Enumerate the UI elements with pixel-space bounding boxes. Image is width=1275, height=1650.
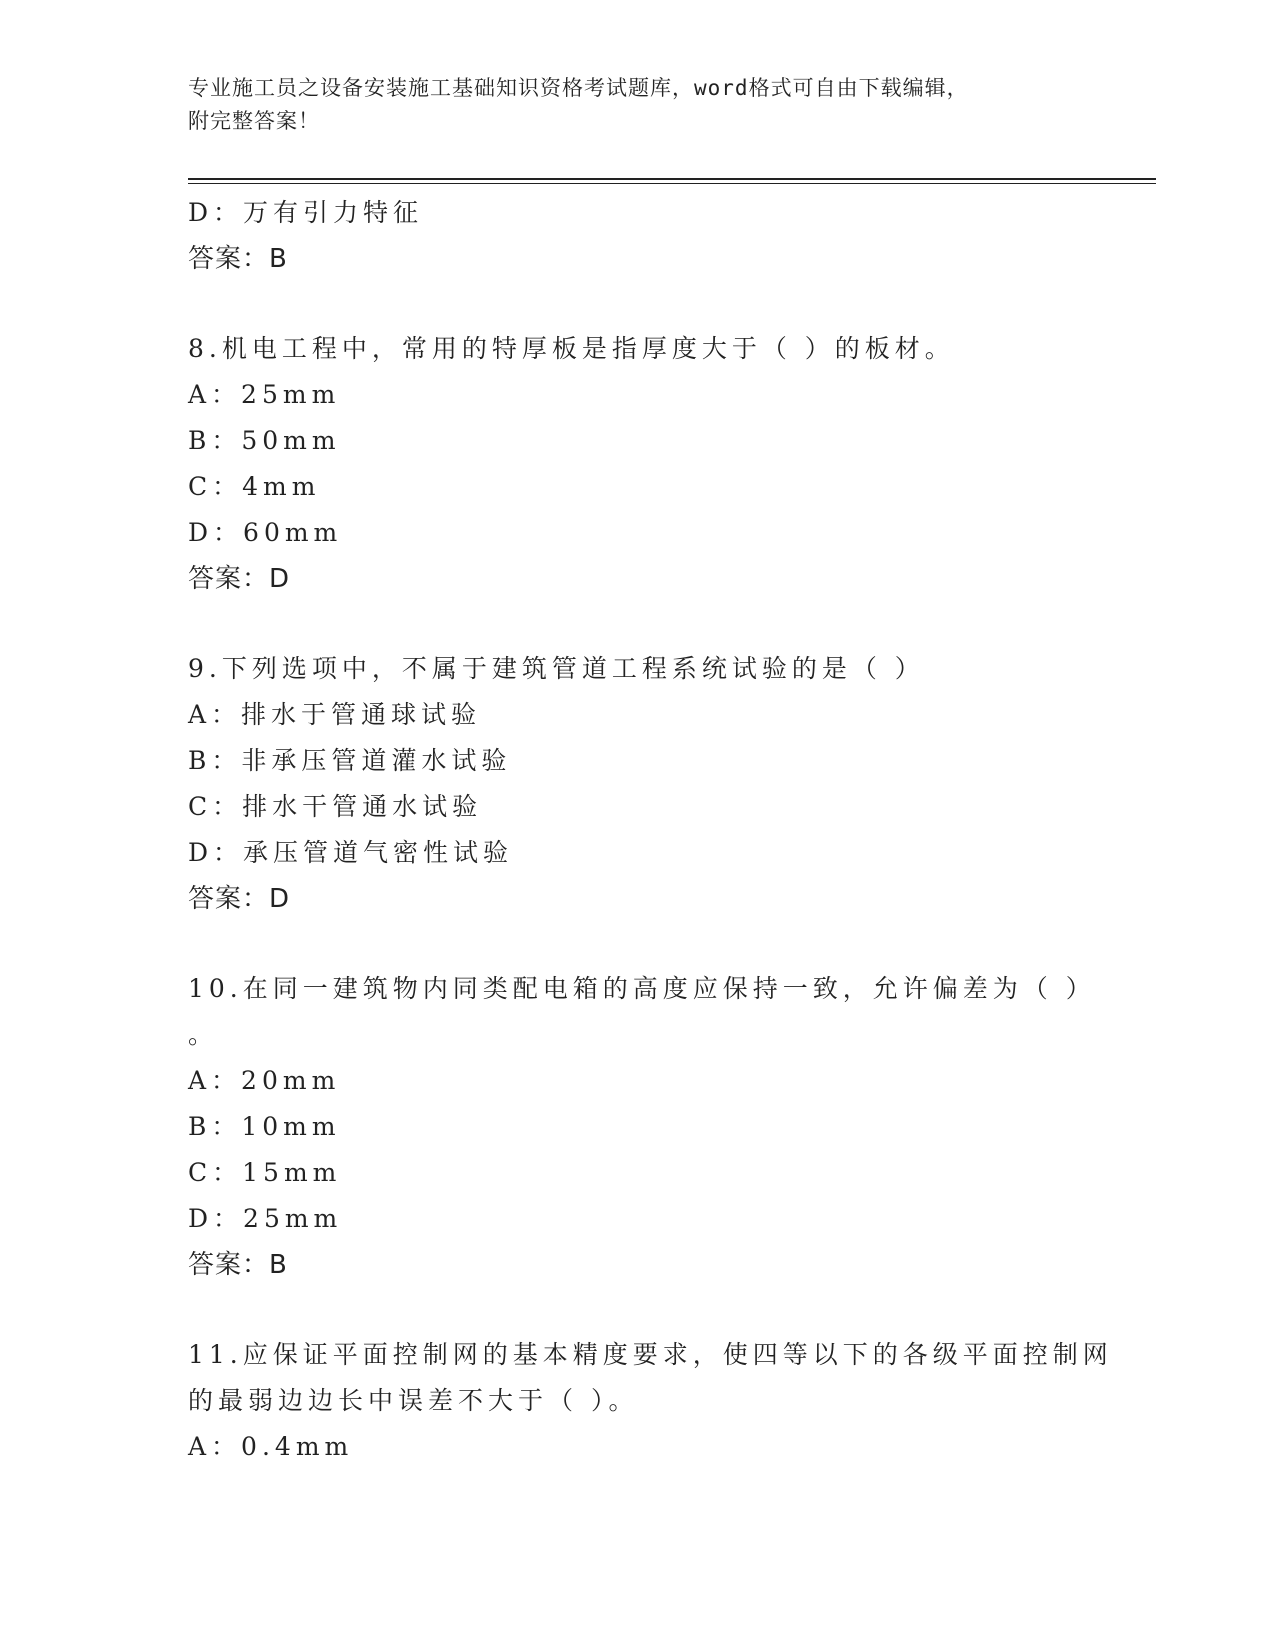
header-divider-thin bbox=[188, 183, 1156, 184]
question-stem-continued: 。 bbox=[188, 1020, 219, 1049]
answer: 答案：B bbox=[188, 1250, 288, 1280]
question-block-9 bbox=[188, 646, 1088, 922]
spacer bbox=[188, 602, 1088, 646]
question-stem: 10.在同一建筑物内同类配电箱的高度应保持一致，允许偏差为（ ） bbox=[188, 974, 1096, 1003]
answer: 答案：D bbox=[188, 884, 291, 914]
prev-answer: 答案：B bbox=[188, 244, 288, 274]
spacer bbox=[188, 282, 1088, 326]
header-divider-thick bbox=[188, 178, 1156, 180]
option-a: A：25mm bbox=[188, 380, 341, 409]
option-a: A：排水于管通球试验 bbox=[188, 700, 482, 729]
option-a: A：20mm bbox=[188, 1066, 341, 1095]
question-stem: 9.下列选项中，不属于建筑管道工程系统试验的是（ ） bbox=[188, 654, 925, 683]
question-stem: 8.机电工程中，常用的特厚板是指厚度大于（ ）的板材。 bbox=[188, 334, 955, 363]
header-line-2: 附完整答案！ bbox=[188, 109, 320, 133]
option-c: C：排水干管通水试验 bbox=[188, 792, 483, 821]
spacer bbox=[188, 1288, 1088, 1332]
option-c: C：15mm bbox=[188, 1158, 342, 1187]
spacer bbox=[188, 922, 1088, 966]
question-stem-continued: 的最弱边边长中误差不大于（ ）。 bbox=[188, 1386, 639, 1415]
prev-option-d: D：万有引力特征 bbox=[188, 198, 424, 227]
question-block-8 bbox=[188, 326, 1088, 602]
question-content bbox=[188, 190, 1113, 1470]
option-b: B：50mm bbox=[188, 426, 341, 455]
option-b: B：10mm bbox=[188, 1112, 341, 1141]
document-header bbox=[188, 72, 1088, 138]
question-stem: 11.应保证平面控制网的基本精度要求，使四等以下的各级平面控制网 bbox=[188, 1340, 1113, 1369]
option-c: C：4mm bbox=[188, 472, 321, 501]
question-block-10 bbox=[188, 966, 1096, 1288]
answer: 答案：D bbox=[188, 564, 291, 594]
option-d: D：承压管道气密性试验 bbox=[188, 838, 514, 867]
option-d: D：25mm bbox=[188, 1204, 343, 1233]
option-a: A：0.4mm bbox=[188, 1432, 354, 1461]
option-d: D：60mm bbox=[188, 518, 343, 547]
header-line-1: 专业施工员之设备安装施工基础知识资格考试题库，word格式可自由下载编辑， bbox=[188, 76, 969, 100]
question-block-11 bbox=[188, 1332, 1113, 1470]
option-b: B：非承压管道灌水试验 bbox=[188, 746, 512, 775]
